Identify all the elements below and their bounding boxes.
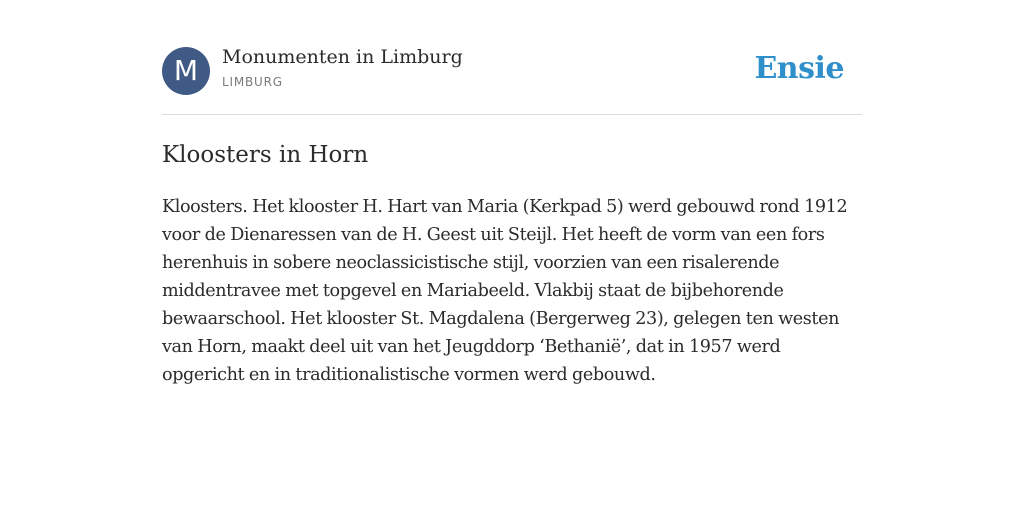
definition-card <box>162 46 862 389</box>
brand-logo[interactable]: Ensie <box>754 51 844 86</box>
collection-subtitle: LIMBURG <box>222 75 283 89</box>
collection-avatar[interactable]: M <box>162 47 210 95</box>
collection-title[interactable]: Monumenten in Limburg <box>222 46 463 68</box>
article-body: Kloosters. Het klooster H. Hart van Maria (Kerkpad 5) werd gebouwd rond 1912 voor de Dienaressen van de H. Geest uit Steijl. Het heeft de vorm van een fors herenhuis in sobere neoclassicistische stijl, voorzien van een risalerende middentravee met topgevel en Mariabeeld. Vlakbij staat de bijbehorende bewaarschool. Het klooster St. Magdalena (Bergerweg 23), gelegen ten westen van Horn, maakt deel uit van het Jeugddorp ‘Bethanië’, dat in 1957 werd opgericht en in traditionalistische vormen werd gebouwd. <box>162 197 848 385</box>
card-header <box>162 46 862 115</box>
article-title: Kloosters in Horn <box>162 142 369 168</box>
